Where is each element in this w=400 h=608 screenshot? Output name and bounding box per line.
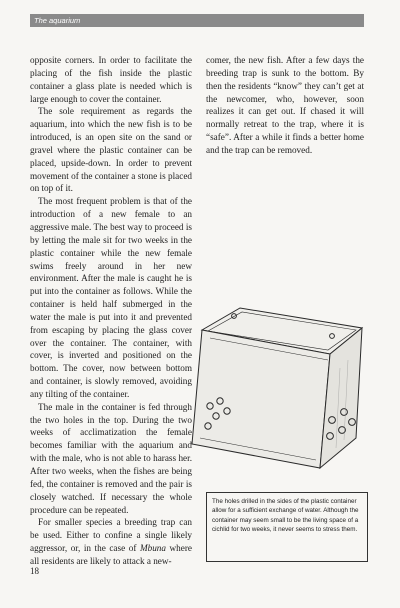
running-header [30,14,364,27]
species-name: Mbuna [139,543,166,554]
paragraph: The sole requirement as regards the aquarium, into which the new fish is to be introduced, is an open site on the sand or gravel where the plastic container can be placed, upside-down. In order to prevent movement of the container a stone is placed on top of it. [30,106,192,194]
paragraph: The male in the container is fed through the two holes in the top. During the two weeks of acclimatization the female becomes familiar with the aquarium and with the male, who is not able to harass her. After two weeks, when the fishes are being fed, the container is removed and the pair is closely watched. If necessary the whole procedure can be repeated. [30,401,192,515]
caption-text: The holes drilled in the sides of the plastic container allow for a sufficient exchange of water. Although the container may seem small to be the living space of a cichlid for two weeks, it never seems to stress them. [212,498,359,533]
plastic-container-illustration [180,298,370,494]
text-run: For smaller species a breeding trap can be used. Either to confine a single likely aggressor, or, in the case of [30,517,192,554]
figure-caption [206,492,368,562]
section-title: The aquarium [34,16,81,25]
paragraph-breeding-trap [30,516,192,567]
text-run: where all residents are likely to attack a new- [30,543,192,566]
page-number: 18 [30,566,39,576]
paragraph: comer, the new fish. After a few days the breeding trap is sunk to the bottom. By then the residents “know” they can’t get at the newcomer, who, however, soon realizes it can get out. If chased it will normally retreat to the trap, where it is “safe”. After a while it finds a better home and the trap can be removed. [206,55,364,155]
paragraph: The most frequent problem is that of the introduction of a new female to an aggressive male. The best way to proceed is by letting the male sit for two weeks in the plastic container while the new female swims freely around in her new environment. After the male is caught he is put into the container as follows. While the container is held half submerged in the water the male is put into it and prevented from escaping by placing the glass cover over the container. The container, with cover, is inverted and positioned on the bottom. The cover, now between bottom and container, is slowly removed, avoiding any tilting of the container. [30,196,192,399]
paragraph: opposite corners. In order to facilitate the placing of the fish inside the plastic container a glass plate is needed which is large enough to cover the container. [30,55,192,104]
right-column [206,54,364,157]
left-column [30,54,192,568]
